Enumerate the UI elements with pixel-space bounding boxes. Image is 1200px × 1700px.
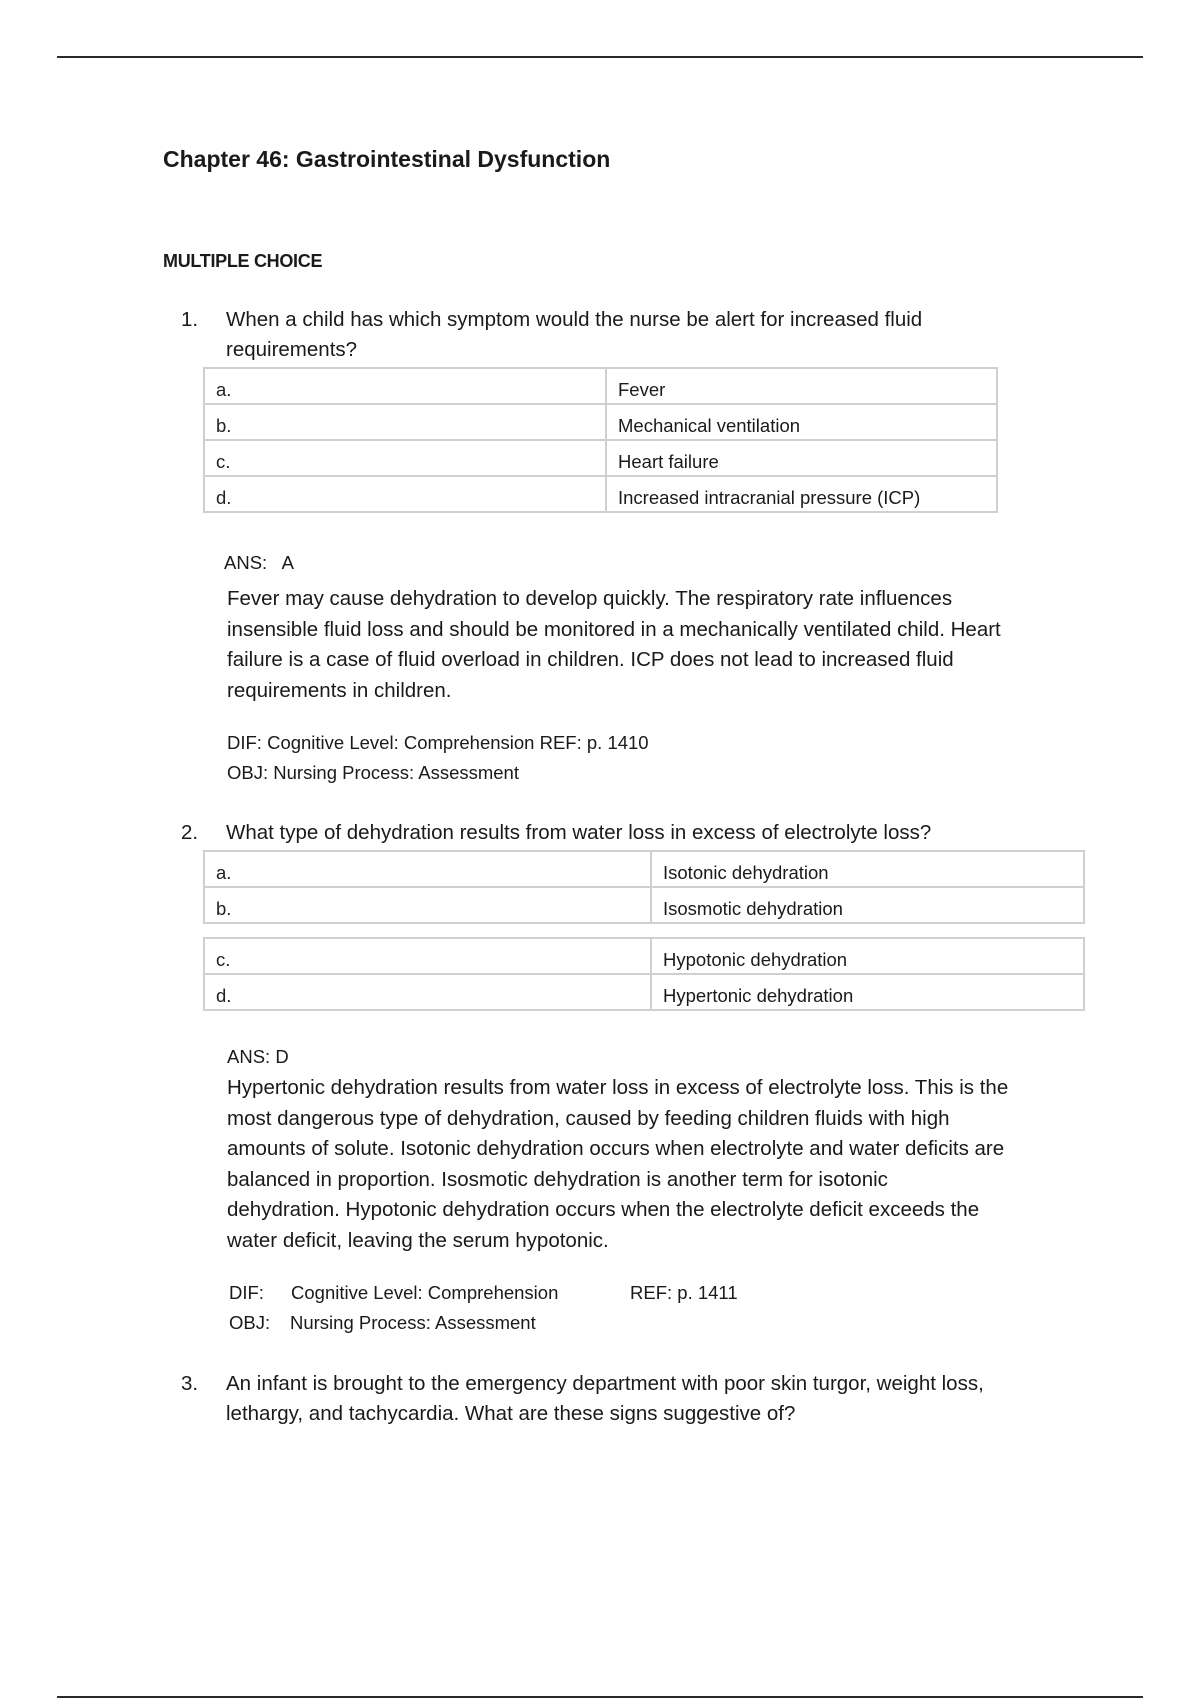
question-stem [226,1369,984,1429]
rationale-line: Fever may cause dehydration to develop quickly. The respiratory rate influences [227,587,953,610]
stem-line: When a child has which symptom would the nurse be alert for increased fluid [226,308,923,331]
option-row[interactable] [204,938,1084,974]
rationale [227,584,1001,706]
option-letter: d. [204,476,606,512]
option-row[interactable] [204,974,1084,1010]
option-letter: d. [204,974,651,1010]
option-text: Mechanical ventilation [606,404,997,440]
stem-line: lethargy, and tachycardia. What are these signs suggestive of? [226,1402,796,1425]
option-letter: a. [204,368,606,404]
answer-line: ANS: A [224,552,294,573]
option-letter: c. [204,440,606,476]
option-row[interactable] [204,368,997,404]
question-number: 1. [181,308,199,331]
question-number: 3. [181,1372,199,1395]
answer-line: ANS: D [227,1046,289,1067]
rationale-line: amounts of solute. Isotonic dehydration occurs when electrolyte and water deficits are [227,1137,1005,1160]
option-text: Heart failure [606,440,997,476]
options-table [203,367,998,513]
stem-line: An infant is brought to the emergency department with poor skin turgor, weight loss, [226,1372,984,1395]
obj-label: OBJ: [229,1312,271,1333]
stem-line: requirements? [226,338,358,361]
rationale-line: water deficit, leaving the serum hypotonic. [227,1228,609,1252]
options-table [203,850,1085,924]
option-letter: b. [204,887,651,923]
rationale-line: balanced in proportion. Isosmotic dehydration is another term for isotonic [227,1167,888,1191]
option-row[interactable] [204,440,997,476]
option-row[interactable] [204,887,1084,923]
option-row[interactable] [204,851,1084,887]
question-number: 2. [181,821,199,844]
ref-value: REF: p. 1411 [630,1282,738,1303]
option-text: Hypertonic dehydration [651,974,1084,1010]
obj-value: Nursing Process: Assessment [290,1312,536,1333]
rationale-line: insensible fluid loss and should be monitored in a mechanically ventilated child. Heart [227,617,1001,641]
dif-line: DIF: Cognitive Level: Comprehension REF: p. 1410 [227,732,649,753]
option-text: Increased intracranial pressure (ICP) [606,476,997,512]
rationale [227,1073,1008,1256]
bottom-rule [57,1696,1143,1698]
option-text: Fever [606,368,997,404]
rationale-line: requirements in children. [227,678,452,702]
metadata [227,728,649,788]
options-table [203,937,1085,1011]
rationale-line: Hypertonic dehydration results from water loss in excess of electrolyte loss. This is the [227,1076,1009,1099]
chapter-title: Chapter 46: Gastrointestinal Dysfunction [163,146,611,172]
dif-label: DIF: [229,1282,264,1303]
question-stem [226,818,931,848]
rationale-line: failure is a case of fluid overload in children. ICP does not lead to increased fluid [227,648,954,671]
option-letter: b. [204,404,606,440]
option-letter: c. [204,938,651,974]
option-letter: a. [204,851,651,887]
dif-value: Cognitive Level: Comprehension [291,1282,559,1303]
stem-line: What type of dehydration results from water loss in excess of electrolyte loss? [226,821,932,844]
top-rule [57,56,1143,58]
section-heading: MULTIPLE CHOICE [163,251,323,271]
question-stem [226,305,922,365]
metadata [0,1278,1200,1340]
rationale-line: dehydration. Hypotonic dehydration occurs when the electrolyte deficit exceeds the [227,1198,980,1221]
option-text: Isosmotic dehydration [651,887,1084,923]
option-text: Hypotonic dehydration [651,938,1084,974]
option-row[interactable] [204,404,997,440]
option-row[interactable] [204,476,997,512]
obj-line: OBJ: Nursing Process: Assessment [227,762,519,783]
option-text: Isotonic dehydration [651,851,1084,887]
rationale-line: most dangerous type of dehydration, caused by feeding children fluids with high [227,1106,950,1130]
